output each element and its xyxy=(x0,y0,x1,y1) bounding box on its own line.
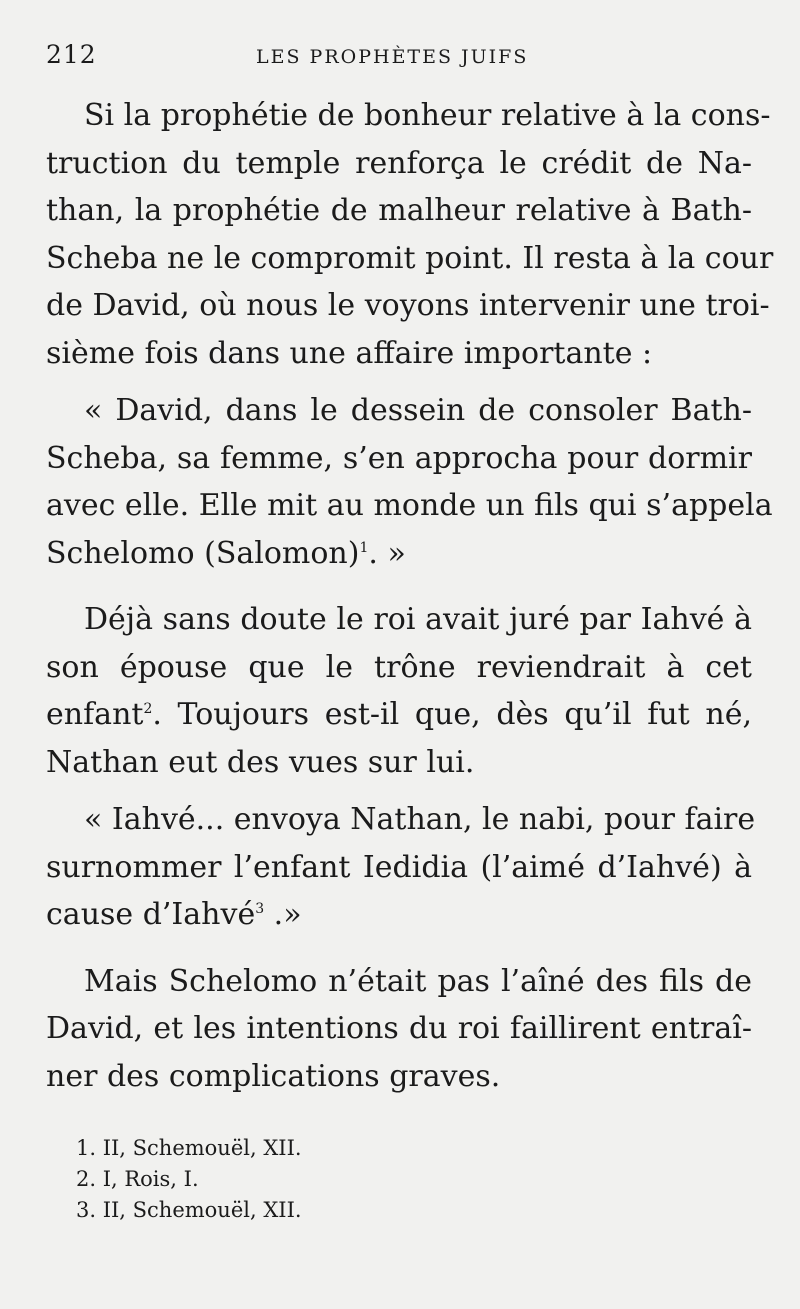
text-line: David, et les intentions du roi faillirent entraî- xyxy=(46,1011,752,1046)
line-tail: . Toujours est-il que, dès qu’il fut né, xyxy=(152,697,752,732)
running-head: LES PROPHÈTES JUIFS xyxy=(256,46,529,68)
text-line xyxy=(46,530,752,578)
line-text: cause d’Iahvé xyxy=(46,897,256,932)
paragraph-1 xyxy=(46,92,774,377)
line-tail: .» xyxy=(264,897,302,932)
text-line: than, la prophétie de malheur relative à Bath- xyxy=(46,193,752,228)
text-line: de David, où nous le voyons intervenir une troi- xyxy=(46,288,770,323)
text-line: avec elle. Elle mit au monde un fils qui s’appela xyxy=(46,488,773,523)
page-number: 212 xyxy=(46,40,97,69)
text-line: Nathan eut des vues sur lui. xyxy=(46,744,475,780)
footnote-ref-1: 1 xyxy=(359,539,369,556)
text-line xyxy=(46,691,752,739)
footnote-ref-2: 2 xyxy=(143,701,153,717)
paragraph-2 xyxy=(46,596,752,786)
text-line: Scheba, sa femme, s’en approcha pour dormir xyxy=(46,440,752,476)
footnote-ref-3: 3 xyxy=(255,901,265,917)
footnotes xyxy=(76,1133,302,1226)
body-text xyxy=(46,92,774,1100)
text-line: Déjà sans doute le roi avait juré par Iahvé à xyxy=(84,602,752,637)
line-text: enfant xyxy=(46,697,144,732)
text-line: Si la prophétie de bonheur relative à la cons- xyxy=(84,98,771,133)
quotation-1 xyxy=(46,387,773,577)
text-line: ner des complications graves. xyxy=(46,1058,501,1094)
text-line: « Iahvé... envoya Nathan, le nabi, pour faire xyxy=(84,802,756,837)
paragraph-3 xyxy=(46,958,752,1101)
footnote-3: 3. II, Schemouël, XII. xyxy=(76,1198,302,1222)
text-line: Scheba ne le compromit point. Il resta à la cour xyxy=(46,240,774,276)
text-line: Mais Schelomo n’était pas l’aîné des fils de xyxy=(84,963,752,999)
text-line: surnommer l’enfant Iedidia (l’aimé d’Iahvé) à xyxy=(46,849,752,885)
text-line: sième fois dans une affaire importante : xyxy=(46,335,653,371)
line-text: Schelomo (Salomon) xyxy=(46,535,360,571)
footnote-1: 1. II, Schemouël, XII. xyxy=(76,1136,302,1160)
text-line: « David, dans le dessein de consoler Bath- xyxy=(84,393,752,428)
line-tail: . » xyxy=(368,535,406,571)
page-header xyxy=(46,40,746,76)
quotation-2 xyxy=(46,796,756,939)
footnote-2: 2. I, Rois, I. xyxy=(76,1167,199,1191)
text-line: truction du temple renforça le crédit de Na- xyxy=(46,145,752,181)
text-line xyxy=(46,891,752,939)
text-line: son épouse que le trône reviendrait à cet xyxy=(46,649,752,685)
